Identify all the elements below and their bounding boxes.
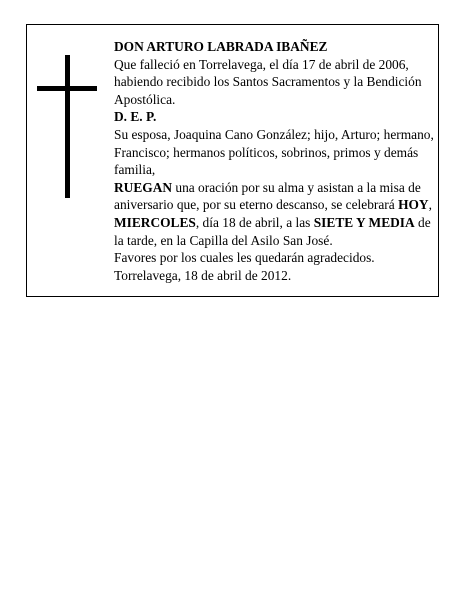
request-text-3: de la tarde, en la Capilla del Asilo San José. [114, 214, 431, 248]
obituary-notice [26, 24, 439, 297]
mass-request [114, 179, 434, 249]
notice-text [114, 38, 434, 284]
death-info: Que falleció en Torrelavega, el día 17 de abril de 2006, habiendo recibido los Santos Sacramentos y la Bendición Apostólica. [114, 56, 422, 107]
ruegan-label: RUEGAN [114, 179, 173, 195]
request-text-2: , día 18 de abril, a las [195, 214, 314, 230]
time-label: SIETE Y MEDIA [313, 214, 415, 230]
weekday-label: MIERCOLES [114, 214, 196, 230]
place-date: Torrelavega, 18 de abril de 2012. [114, 267, 292, 283]
family-list: Su esposa, Joaquina Cano González; hijo, Arturo; hermano, Francisco; hermanos políticos, sobrinos, primos y demás familia, [114, 126, 434, 178]
thanks-line: Favores por los cuales les quedarán agradecidos. [114, 250, 375, 266]
cross-vertical-bar [65, 55, 70, 198]
cross-icon [37, 55, 97, 198]
hoy-label: HOY [398, 197, 429, 213]
rip-label: D. E. P. [114, 109, 157, 125]
cross-horizontal-bar [37, 86, 97, 91]
request-comma: , [428, 197, 432, 213]
deceased-name: DON ARTURO LABRADA IBAÑEZ [114, 39, 328, 54]
request-text-1: una oración por su alma y asistan a la misa de aniversario que, por su eterno descanso, se celebrará [114, 179, 421, 213]
